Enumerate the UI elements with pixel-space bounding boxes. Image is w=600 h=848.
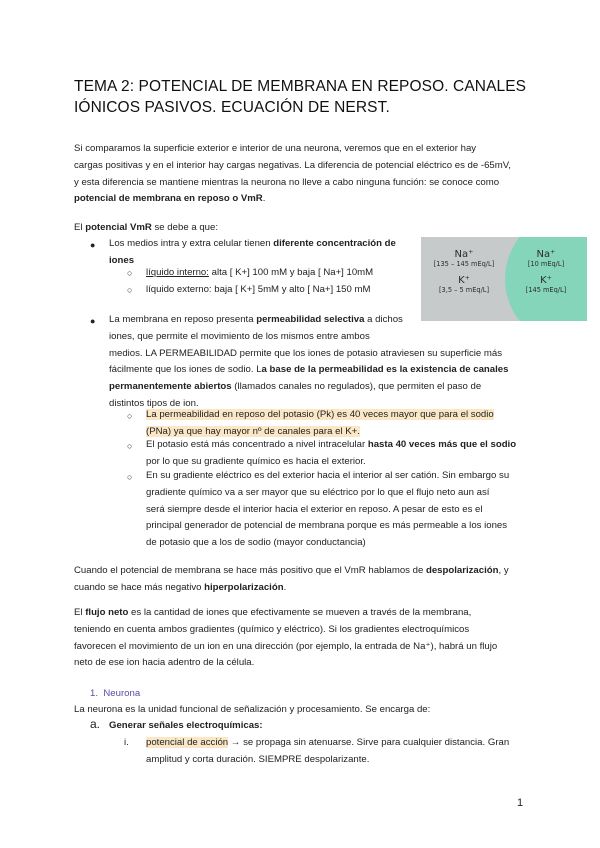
permeability-highlight: La permeabilidad en reposo del potasio (Pk) es 40 veces mayor que para el sodio (PNa) ya que hay mayor nº de canales para el K+.	[146, 409, 494, 437]
extracellular-panel	[421, 237, 507, 321]
k-intra-conc: [145 mEq/L]	[525, 286, 567, 294]
bullet-dot: ●	[90, 240, 96, 250]
intro-line: cargas positivas y en el interior hay cargas negativas. La diferencia de potencial eléctrico es de -65mV,	[74, 159, 511, 171]
sub-bullet-circle: ○	[127, 441, 133, 451]
vmr-intro: El potencial VmR se debe a que:	[74, 222, 218, 233]
neurona-intro: La neurona es la unidad funcional de señalización y procesamiento. Se encarga de:	[74, 704, 431, 715]
title-line-2: IÓNICOS PASIVOS. ECUACIÓN DE NERST.	[74, 99, 390, 116]
sub-bullet-circle: ○	[127, 268, 133, 278]
potencial-accion: potencial de acción → se propaga sin atenuarse. Sirve para cualquier distancia. Gran amplitud y corta duración. SIEMPRE despolarizante.	[146, 737, 510, 765]
na-extra-label: Na⁺	[454, 249, 474, 260]
list-marker-a: a.	[90, 717, 101, 731]
bullet-dot: ●	[90, 316, 96, 326]
sub-bullet-circle: ○	[127, 411, 133, 421]
liquido-interno: líquido interno: alta [ K+] 100 mM y baja [ Na+] 10mM	[146, 267, 374, 278]
na-extra-conc: [135 – 145 mEq/L]	[433, 260, 495, 268]
intro-paragraph	[74, 141, 534, 208]
despolarizacion-paragraph: Cuando el potencial de membrana se hace más positivo que el VmR hablamos de despolarización, y cuando se hace más negativo hiperpolarización.	[74, 565, 509, 593]
liquido-externo: líquido externo: baja [ K+] 5mM y alto [ Na+] 150 mM	[146, 284, 371, 295]
generar-senales: Generar señales electroquímicas:	[109, 720, 263, 731]
bullet-2: La membrana en reposo presenta permeabilidad selectiva a dichos iones, que permite el movimiento de los mismos entre ambos medios. LA PERMEABILIDAD permite que los iones de potasio atraviesen su superficie más fácilmente que los iones de sodio. La base de la permeabilidad es la existencia de canales permanentemente abiertos (llamados canales no regulados), que permiten el paso de distintos tipos de ion.	[109, 314, 509, 409]
intracellular-panel	[511, 249, 581, 295]
k-extra-label: K⁺	[458, 275, 470, 286]
k-extra-conc: [3,5 – 5 mEq/L]	[438, 286, 490, 294]
k-intra-label: K⁺	[540, 275, 552, 286]
na-intra-conc: [10 mEq/L]	[527, 260, 565, 268]
potasio-concentration: El potasio está más concentrado a nivel intracelular hasta 40 veces más que el sodio por lo que su gradiente químico es hacia el exterior.	[146, 439, 517, 467]
flujo-neto-paragraph: El flujo neto es la cantidad de iones que efectivamente se mueven a través de la membrana, teniendo en cuenta ambos gradientes (químico y eléctrico). Si los gradientes electroquímicos favorecen el movimiento de un ion en una dirección (por ejemplo, la entrada de Na⁺), habrá un flujo neto de ese ion hacia adentro de la célula.	[74, 607, 498, 669]
list-marker-i: i.	[124, 737, 129, 748]
ion-concentration-image	[421, 237, 587, 321]
intro-line: y esta diferencia se mantiene mientras la neurona no lleve a cabo ninguna función: se conoce como	[74, 176, 500, 188]
title-line-1: TEMA 2: POTENCIAL DE MEMBRANA EN REPOSO. CANALES	[74, 78, 527, 95]
page-number: 1	[517, 797, 524, 809]
intro-line: Si comparamos la superficie exterior e interior de una neurona, veremos que en el exterior hay	[74, 143, 477, 154]
section-number: 1.	[90, 688, 99, 699]
sub-bullet-circle: ○	[127, 472, 133, 482]
intro-line: potencial de membrana en reposo o VmR.	[74, 193, 266, 205]
section-title: Neurona	[103, 688, 141, 699]
bullet-1: Los medios intra y extra celular tienen diferente concentración de iones	[109, 238, 396, 266]
gradiente-electrico: En su gradiente eléctrico es del exterior hacia el interior al ser catión. Sin embargo su gradiente químico va a ser mayor que su eléctrico por lo que el flujo neto aun así será siempre desde el interior hacia el exterior en reposo. A pesar de esto es el principal generador de potencial de membrana porque es más permeable a los iones de potasio que a los de sodio (mayor conductancia)	[146, 470, 510, 549]
section-heading	[90, 688, 140, 699]
na-intra-label: Na⁺	[536, 249, 556, 260]
sub-bullet-circle: ○	[127, 285, 133, 295]
page-title	[74, 76, 544, 118]
